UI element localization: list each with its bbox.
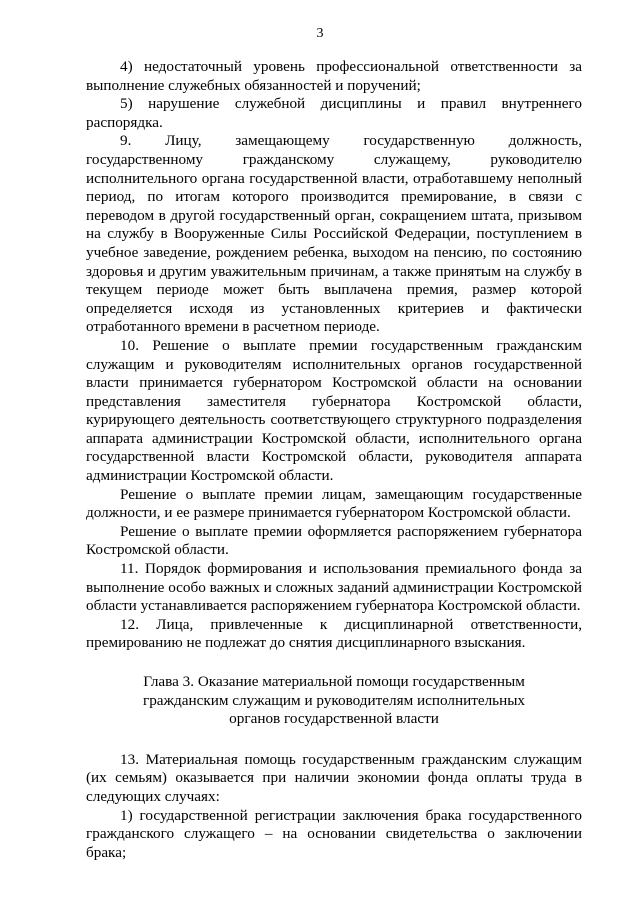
paragraph-clause-13: 13. Материальная помощь государственным гражданским служащим (их семьям) оказывается при наличии экономии фонда оплаты труда в следующих случаях: <box>86 750 582 805</box>
paragraph-decision-order: Решение о выплате премии оформляется распоряжением губернатора Костромской области. <box>86 522 582 559</box>
paragraph-clause-11: 11. Порядок формирования и использования премиального фонда за выполнение особо важных и сложных заданий администрации Костромской области устанавливается распоряжением губернатора Костромской области. <box>86 560 582 615</box>
chapter-heading-line: органов государственной власти <box>229 710 439 728</box>
chapter-heading-line: гражданским служащим и руководителям исполнительных <box>142 691 526 709</box>
chapter-heading-line: Глава 3. Оказание материальной помощи государственным <box>143 673 525 690</box>
paragraph-decision-officials: Решение о выплате премии лицам, замещающим государственные должности, и ее размере принимается губернатором Костромской области. <box>86 485 582 522</box>
paragraph-clause-10: 10. Решение о выплате премии государственным гражданским служащим и руководителям исполнительных органов государственной власти принимается губернатором Костромской области на основании представления заместителя губернатора Костромской области, курирующего деятельность соответствующего структурного подразделения аппарата администрации Костромской области, исполнительного органа государственной власти Костромской области, руководителя аппарата администрации Костромской области. <box>86 336 582 485</box>
paragraph-clause-9: 9. Лицу, замещающему государственную должность, государственному гражданскому служащему, руководителю исполнительного органа государственной власти, отработавшему неполный период, по итогам которого производится премирование, в связи с переводом в другой государственный орган, сокращением штата, призывом на службу в Вооруженные Силы Российской Федерации, поступлением в учебное заведение, рождением ребенка, выходом на пенсию, по состоянию здоровья и другим уважительным причинам, а также принятым на службу в текущем периоде может быть выплачена премия, размер которой определяется исходя из установленных критериев и фактически отработанного времени в расчетном периоде. <box>86 132 582 336</box>
paragraph-item-1: 1) государственной регистрации заключения брака государственного гражданского служащего – на основании свидетельства о заключении брака; <box>86 806 582 861</box>
document-body <box>86 58 582 862</box>
paragraph-item-5: 5) нарушение служебной дисциплины и правил внутреннего распорядка. <box>86 95 582 131</box>
page-number: 3 <box>316 26 324 41</box>
paragraph-item-4: 4) недостаточный уровень профессиональной ответственности за выполнение служебных обязанностей и поручений; <box>86 58 582 94</box>
chapter-heading <box>86 673 582 729</box>
paragraph-clause-12: 12. Лица, привлеченные к дисциплинарной ответственности, премированию не подлежат до снятия дисциплинарного взыскания. <box>86 615 582 652</box>
